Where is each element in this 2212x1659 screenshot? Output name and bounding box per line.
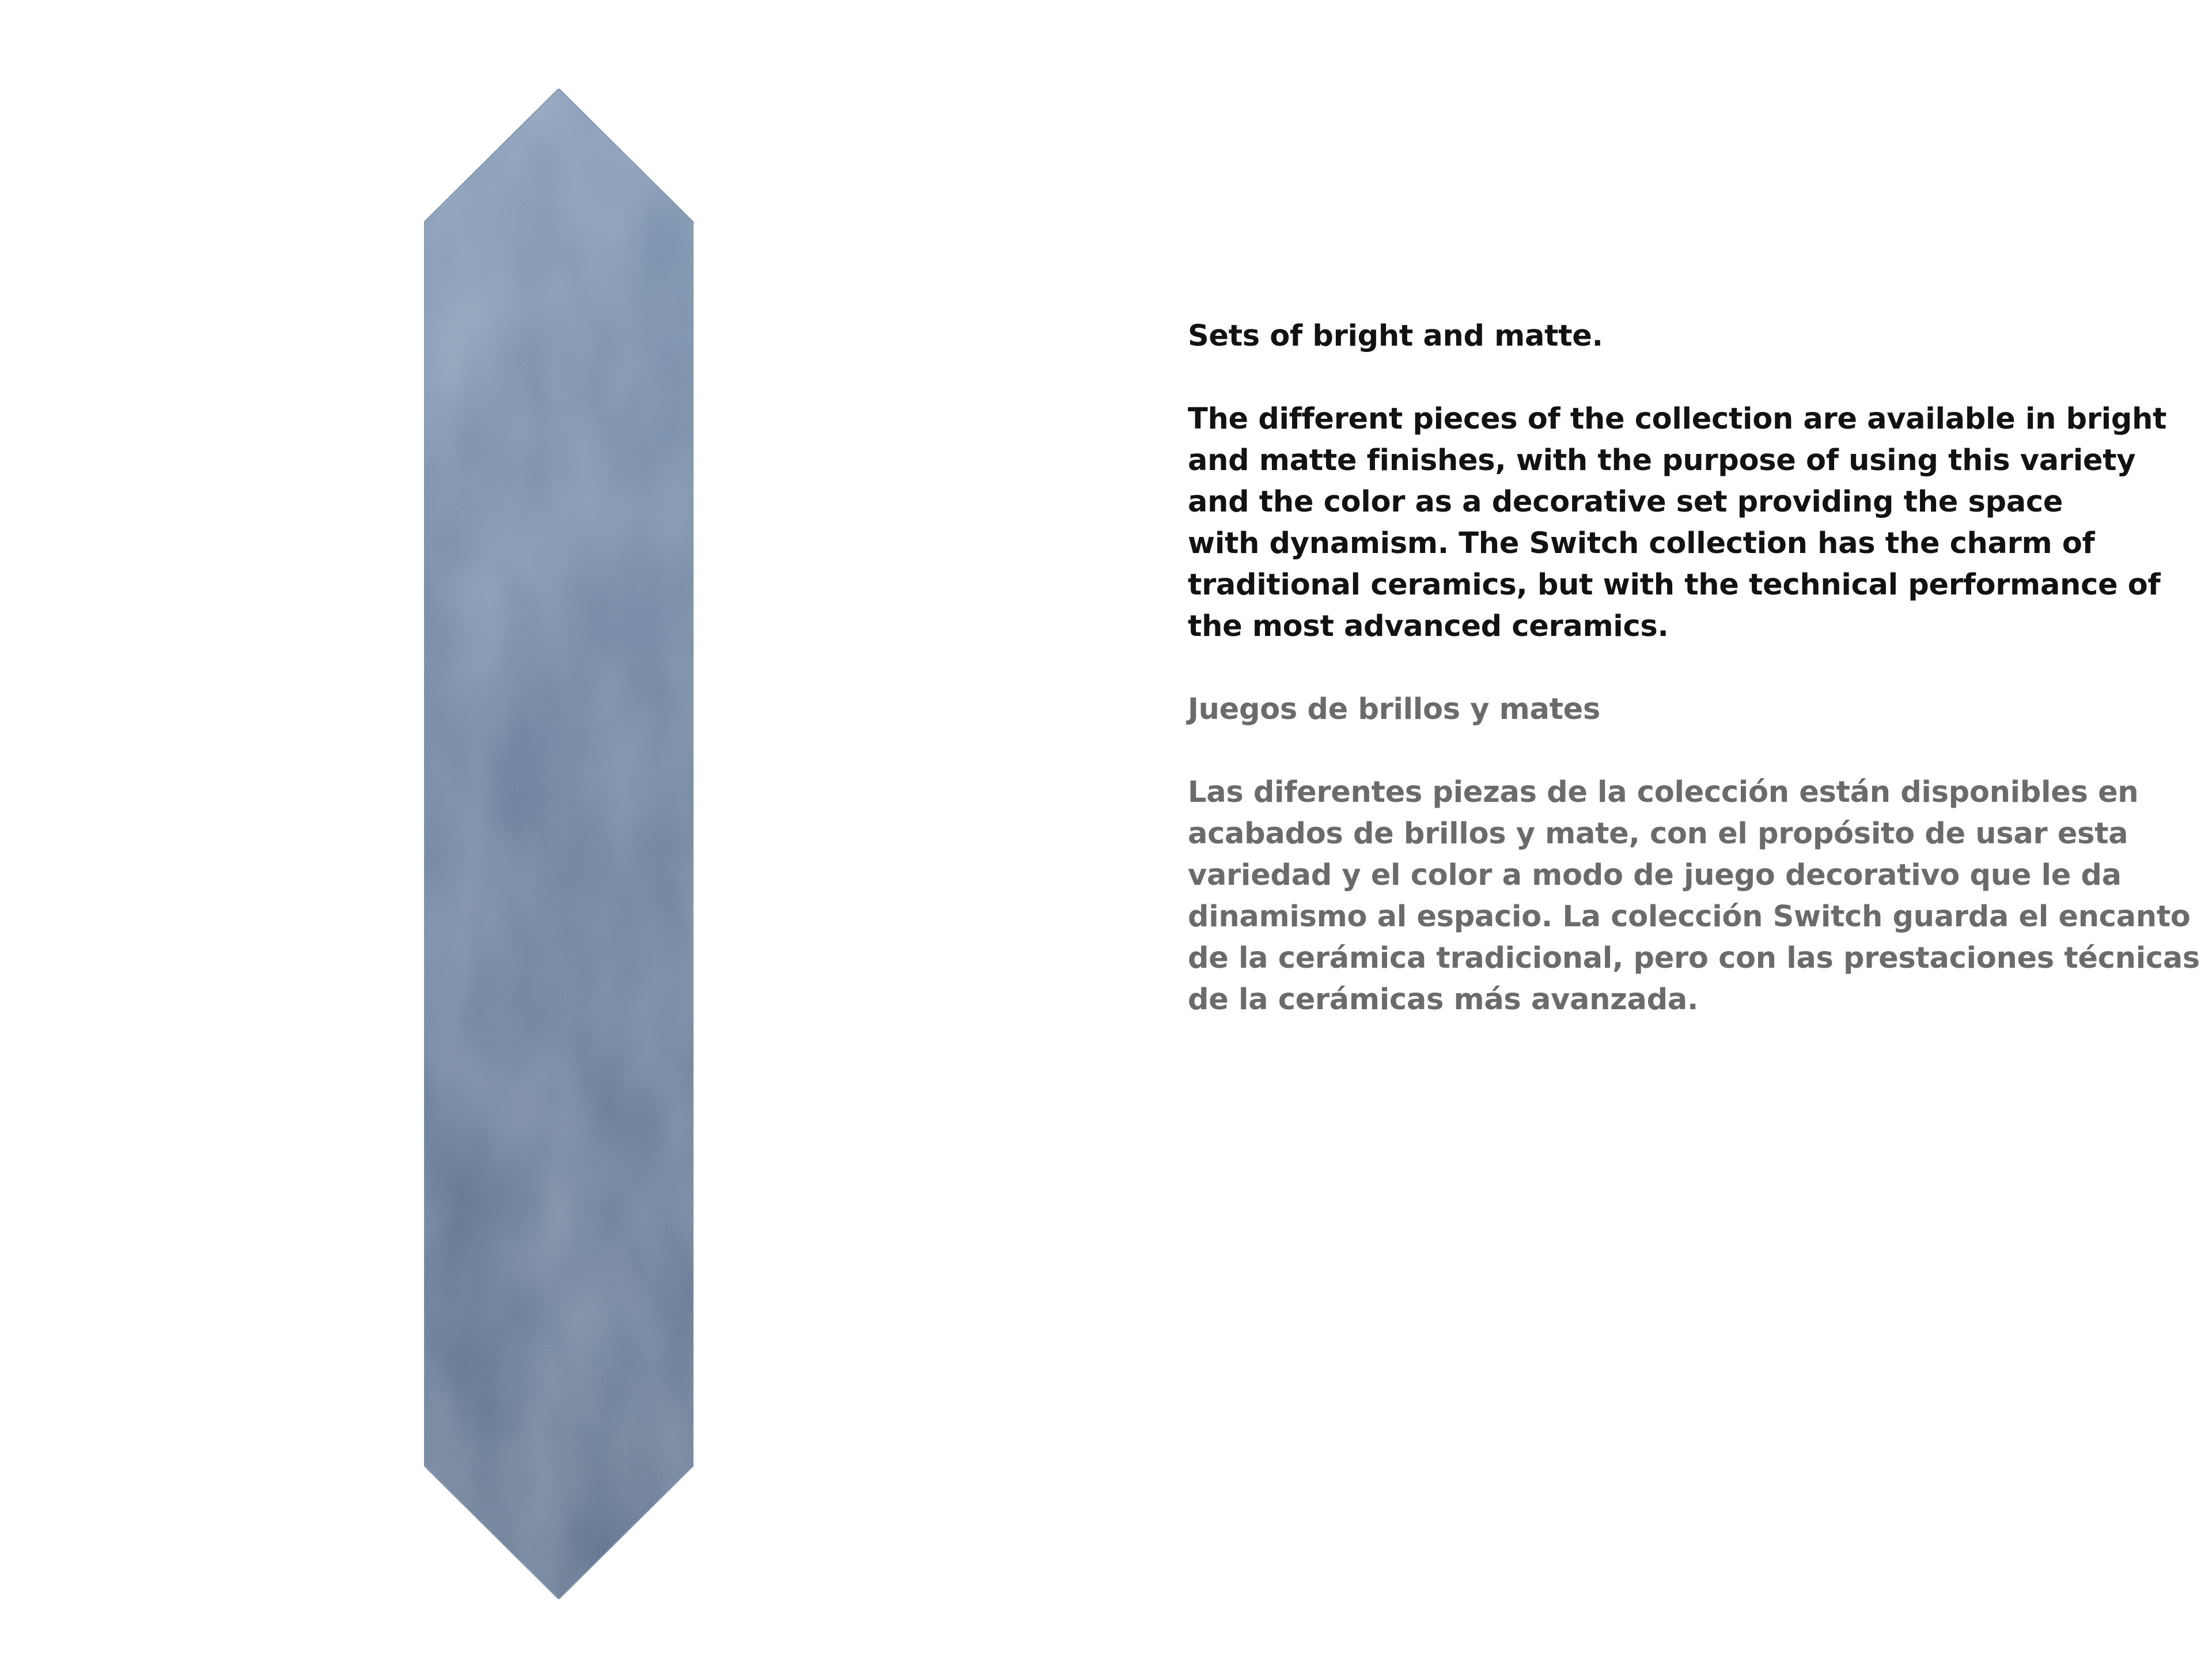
english-line: with dynamism. The Switch collection has the charm of (1188, 527, 2095, 560)
spanish-paragraph (1188, 772, 2200, 1021)
spanish-line: de la cerámica tradicional, pero con las prestaciones técnicas (1188, 941, 2200, 975)
english-paragraph (1188, 399, 2190, 647)
spanish-section (1188, 689, 2200, 1021)
spanish-heading: Juegos de brillos y mates (1188, 692, 1601, 726)
english-line: and the color as a decorative set providing the space (1188, 485, 2063, 519)
english-heading: Sets of bright and matte. (1188, 319, 1603, 353)
english-line: traditional ceramics, but with the technical performance of (1188, 568, 2161, 602)
english-line: The different pieces of the collection are available in bright (1188, 402, 2167, 436)
spanish-line: Las diferentes piezas de la colección están disponibles en (1188, 775, 2139, 809)
english-section (1188, 316, 2190, 647)
english-line: the most advanced ceramics. (1188, 609, 1669, 643)
spanish-line: dinamismo al espacio. La colección Switch guarda el encanto (1188, 900, 2191, 934)
spanish-line: acabados de brillos y mate, con el propósito de usar esta (1188, 817, 2128, 851)
description-text-block (1188, 316, 2200, 1021)
tile-picket-shape (421, 86, 697, 1601)
spacer (1188, 730, 2190, 772)
spacer (1188, 357, 2190, 399)
ceramic-tile-image (421, 86, 697, 1601)
english-line: and matte finishes, with the purpose of using this variety (1188, 444, 2136, 478)
spacer (1188, 647, 2190, 689)
spanish-line: variedad y el color a modo de juego decorativo que le da (1188, 858, 2122, 892)
spanish-line: de la cerámicas más avanzada. (1188, 983, 1699, 1017)
